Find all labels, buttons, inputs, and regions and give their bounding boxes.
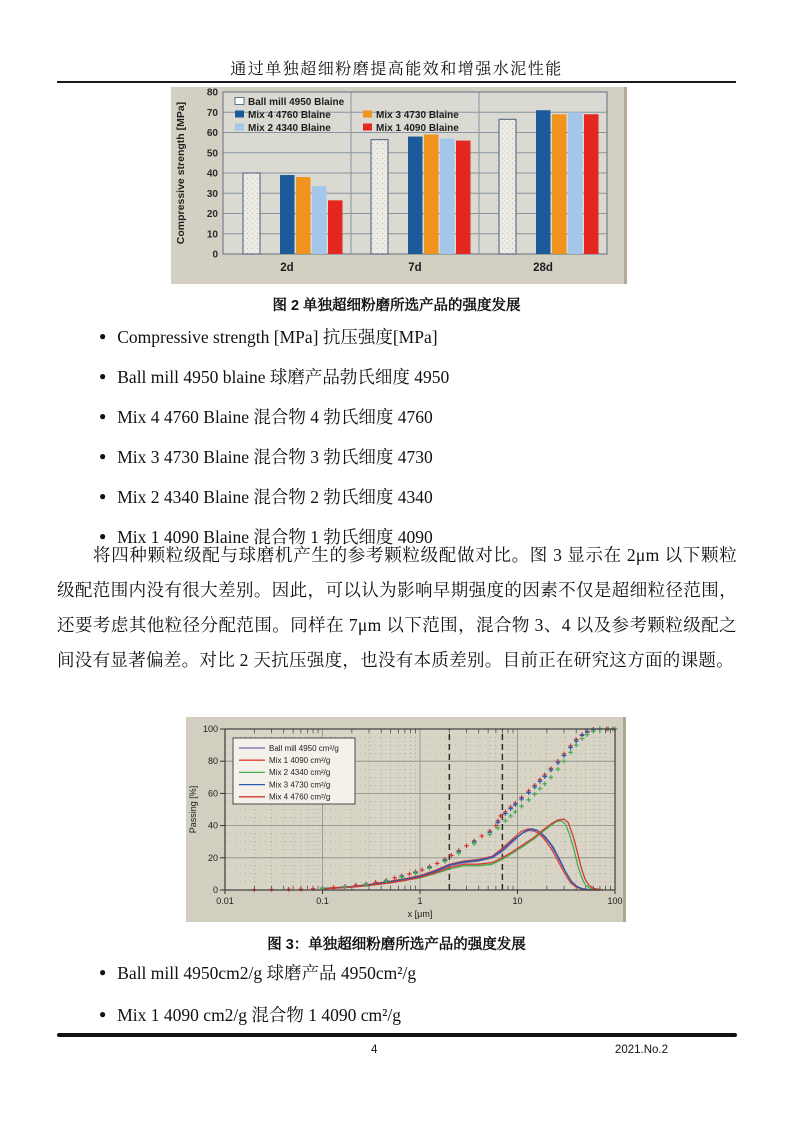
bullet-icon: ● — [99, 965, 107, 979]
bullet-text: Mix 3 4730 Blaine 混合物 3 勃氏细度 4730 — [117, 446, 433, 467]
svg-text:Mix 4 4760 cm²/g: Mix 4 4760 cm²/g — [269, 792, 331, 802]
svg-text:80: 80 — [206, 87, 218, 99]
footer-divider — [57, 1033, 737, 1037]
bullet-icon: ● — [99, 409, 107, 423]
bullet-text: Mix 1 4090 cm2/g 混合物 1 4090 cm²/g — [117, 1004, 402, 1025]
svg-text:1: 1 — [417, 896, 423, 906]
svg-text:Passing [%]: Passing [%] — [188, 785, 198, 834]
svg-text:Mix 1 4090 cm²/g: Mix 1 4090 cm²/g — [269, 756, 331, 765]
line-chart-legend — [233, 738, 355, 804]
svg-text:20: 20 — [206, 209, 218, 220]
header-divider — [57, 81, 736, 83]
bullet-item — [99, 436, 729, 476]
svg-text:Compressive strength [MPa]: Compressive strength [MPa] — [175, 101, 187, 245]
svg-text:Mix 1 4090 Blaine: Mix 1 4090 Blaine — [376, 123, 459, 134]
svg-text:40: 40 — [207, 820, 218, 831]
svg-text:30: 30 — [206, 188, 218, 200]
bullet-icon: ● — [99, 369, 107, 383]
figure3-line-chart — [186, 717, 626, 922]
figure3-term-list — [99, 951, 729, 1035]
figure2-term-list — [99, 316, 729, 556]
bullet-text: Mix 1 4090 Blaine 混合物 1 勃氏细度 4090 — [117, 526, 433, 547]
svg-text:0.1: 0.1 — [316, 896, 329, 906]
figure2-bar-chart — [171, 87, 627, 284]
svg-text:2d: 2d — [280, 262, 294, 274]
bullet-text: Ball mill 4950 blaine 球磨产品勃氏细度 4950 — [117, 366, 450, 387]
svg-text:x [μm]: x [μm] — [407, 909, 433, 919]
footer-page-number: 4 — [371, 1044, 378, 1056]
line-chart-svg — [186, 717, 626, 922]
svg-text:10: 10 — [512, 896, 523, 906]
svg-text:Mix 4 4760 Blaine: Mix 4 4760 Blaine — [248, 110, 331, 121]
bullet-text: Ball mill 4950cm2/g 球磨产品 4950cm²/g — [117, 962, 417, 983]
bullet-item — [99, 356, 729, 396]
bullet-item — [99, 993, 729, 1035]
svg-text:20: 20 — [207, 852, 218, 863]
svg-text:Mix 3 4730 cm²/g: Mix 3 4730 cm²/g — [269, 780, 331, 790]
bullet-icon: ● — [99, 449, 107, 463]
page-title: 通过单独超细粉磨提高能效和增强水泥性能 — [230, 61, 563, 78]
svg-text:70: 70 — [206, 107, 218, 119]
bullet-text: Compressive strength [MPa] 抗压强度[MPa] — [117, 326, 438, 347]
figure3-caption: 图 3：单独超细粉磨所选产品的强度发展 — [267, 937, 526, 953]
svg-text:40: 40 — [206, 168, 218, 180]
svg-text:80: 80 — [207, 756, 218, 767]
bullet-text: Mix 2 4340 Blaine 混合物 2 勃氏细度 4340 — [117, 486, 433, 507]
bullet-item — [99, 396, 729, 436]
svg-text:Ball mill 4950 cm²/g: Ball mill 4950 cm²/g — [269, 743, 339, 753]
bar-chart-svg — [171, 87, 627, 284]
svg-text:60: 60 — [207, 788, 218, 799]
svg-text:0.01: 0.01 — [216, 896, 234, 906]
svg-text:10: 10 — [206, 229, 218, 241]
bullet-text: Mix 4 4760 Blaine 混合物 4 勃氏细度 4760 — [117, 406, 433, 427]
svg-text:28d: 28d — [533, 262, 553, 274]
svg-text:100: 100 — [607, 896, 623, 906]
svg-text:0: 0 — [212, 249, 218, 261]
svg-text:7d: 7d — [408, 262, 422, 274]
bullet-icon: ● — [99, 329, 107, 343]
bullet-item — [99, 951, 729, 993]
figure2-caption: 图 2 单独超细粉磨所选产品的强度发展 — [272, 298, 521, 314]
bullet-icon: ● — [99, 489, 107, 503]
svg-text:Ball mill 4950 Blaine: Ball mill 4950 Blaine — [248, 97, 345, 108]
svg-text:60: 60 — [206, 128, 218, 139]
svg-text:50: 50 — [206, 148, 218, 160]
svg-text:0: 0 — [212, 885, 218, 895]
svg-text:100: 100 — [202, 724, 218, 734]
footer-issue: 2021.No.2 — [614, 1044, 668, 1056]
bullet-item — [99, 476, 729, 516]
svg-text:Mix 2 4340 Blaine: Mix 2 4340 Blaine — [248, 123, 331, 134]
svg-text:Mix 3 4730 Blaine: Mix 3 4730 Blaine — [376, 110, 459, 121]
bullet-icon: ● — [99, 1007, 107, 1021]
body-paragraph: 将四种颗粒级配与球磨机产生的参考颗粒级配做对比。图 3 显示在 2μm 以下颗粒级配范围内没有很大差别。因此，可以认为影响早期强度的因素不仅是超细粒径范围，还要考虑其他粒径分配范围。同样在 7μm 以下范围，混合物 3、4 以及参考颗粒级配之间没有显著偏差。对比 2 天抗压强度，也没有本质差别。目前正在研究这方面的课题。 — [57, 545, 737, 670]
bullet-item — [99, 316, 729, 356]
bullet-icon: ● — [99, 529, 107, 543]
svg-text:Mix 2 4340 cm²/g: Mix 2 4340 cm²/g — [269, 768, 331, 778]
